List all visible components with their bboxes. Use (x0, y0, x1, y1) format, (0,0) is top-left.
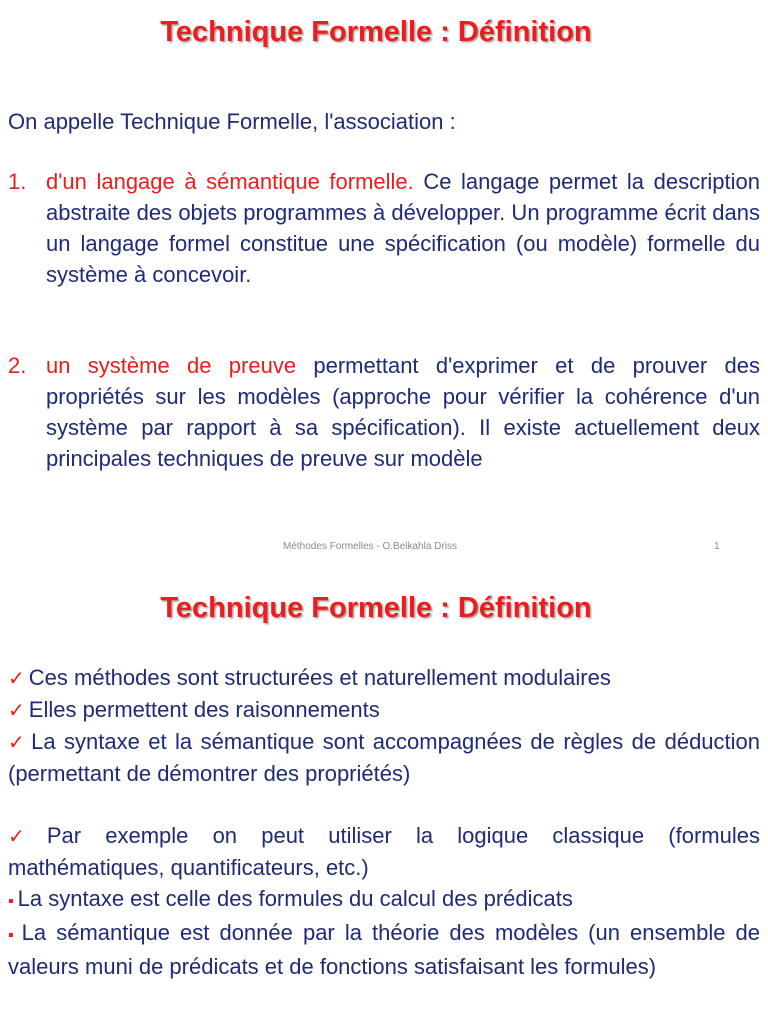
definition-item-1 (8, 166, 760, 290)
item-2-number: 2. (8, 353, 27, 378)
list-item (8, 883, 760, 917)
list-item (8, 917, 760, 982)
bullet-text: Elles permettent des raisonnements (28, 697, 380, 722)
item-1-highlight: d'un langage à sémantique formelle. (46, 169, 414, 194)
checkmark-icon: ✓ (8, 824, 43, 848)
list-item (8, 694, 760, 726)
bullet-text: Par exemple on peut utiliser la logique classique (formules mathématiques, quantificateurs, etc.) (8, 823, 760, 880)
checkmark-icon: ✓ (8, 666, 25, 690)
item-2-text: permettant d'exprimer et de prouver des propriétés sur les modèles (approche pour vérifier la cohérence d'un système par rapport à sa spécification). Il existe actuellement deux principales techniques de preuve sur modèle (46, 353, 760, 471)
item-1-body (46, 166, 760, 290)
footer-text: Méthodes Formelles - O.Belkahla Driss (283, 541, 457, 552)
square-bullet-icon: ▪ (8, 927, 18, 944)
list-item (8, 726, 760, 789)
definition-item-2 (8, 350, 760, 474)
bullet-text: La sémantique est donnée par la théorie des modèles (un ensemble de valeurs muni de prédicats et de fonctions satisfaisant les formules) (8, 920, 761, 979)
bullet-text: La syntaxe et la sémantique sont accompagnées de règles de déduction (permettant de démontrer des propriétés) (8, 729, 761, 786)
bullet-text: Ces méthodes sont structurées et naturellement modulaires (28, 665, 611, 690)
spacer (8, 789, 760, 820)
slide-2 (0, 568, 768, 1024)
checkmark-icon: ✓ (8, 730, 28, 754)
slide-2-title: Technique Formelle : Définition (160, 592, 592, 624)
item-1-text: Ce langage permet la description abstraite des objets programmes à développer. Un programme écrit dans un langage formel constitue une spécification (ou modèle) formelle du système à concevoir. (46, 169, 760, 287)
page-number: 1 (714, 541, 720, 552)
bullet-text: La syntaxe est celle des formules du calcul des prédicats (17, 886, 573, 911)
checkmark-icon: ✓ (8, 698, 25, 722)
list-item (8, 662, 760, 694)
bullet-list (8, 662, 760, 982)
item-2-highlight: un système de preuve (46, 353, 297, 378)
item-2-body (46, 350, 760, 474)
square-bullet-icon: ▪ (8, 893, 14, 910)
item-1-number: 1. (8, 169, 27, 194)
intro-text: On appelle Technique Formelle, l'association : (8, 109, 456, 134)
slide-1-title: Technique Formelle : Définition (160, 16, 592, 48)
list-item (8, 820, 760, 883)
